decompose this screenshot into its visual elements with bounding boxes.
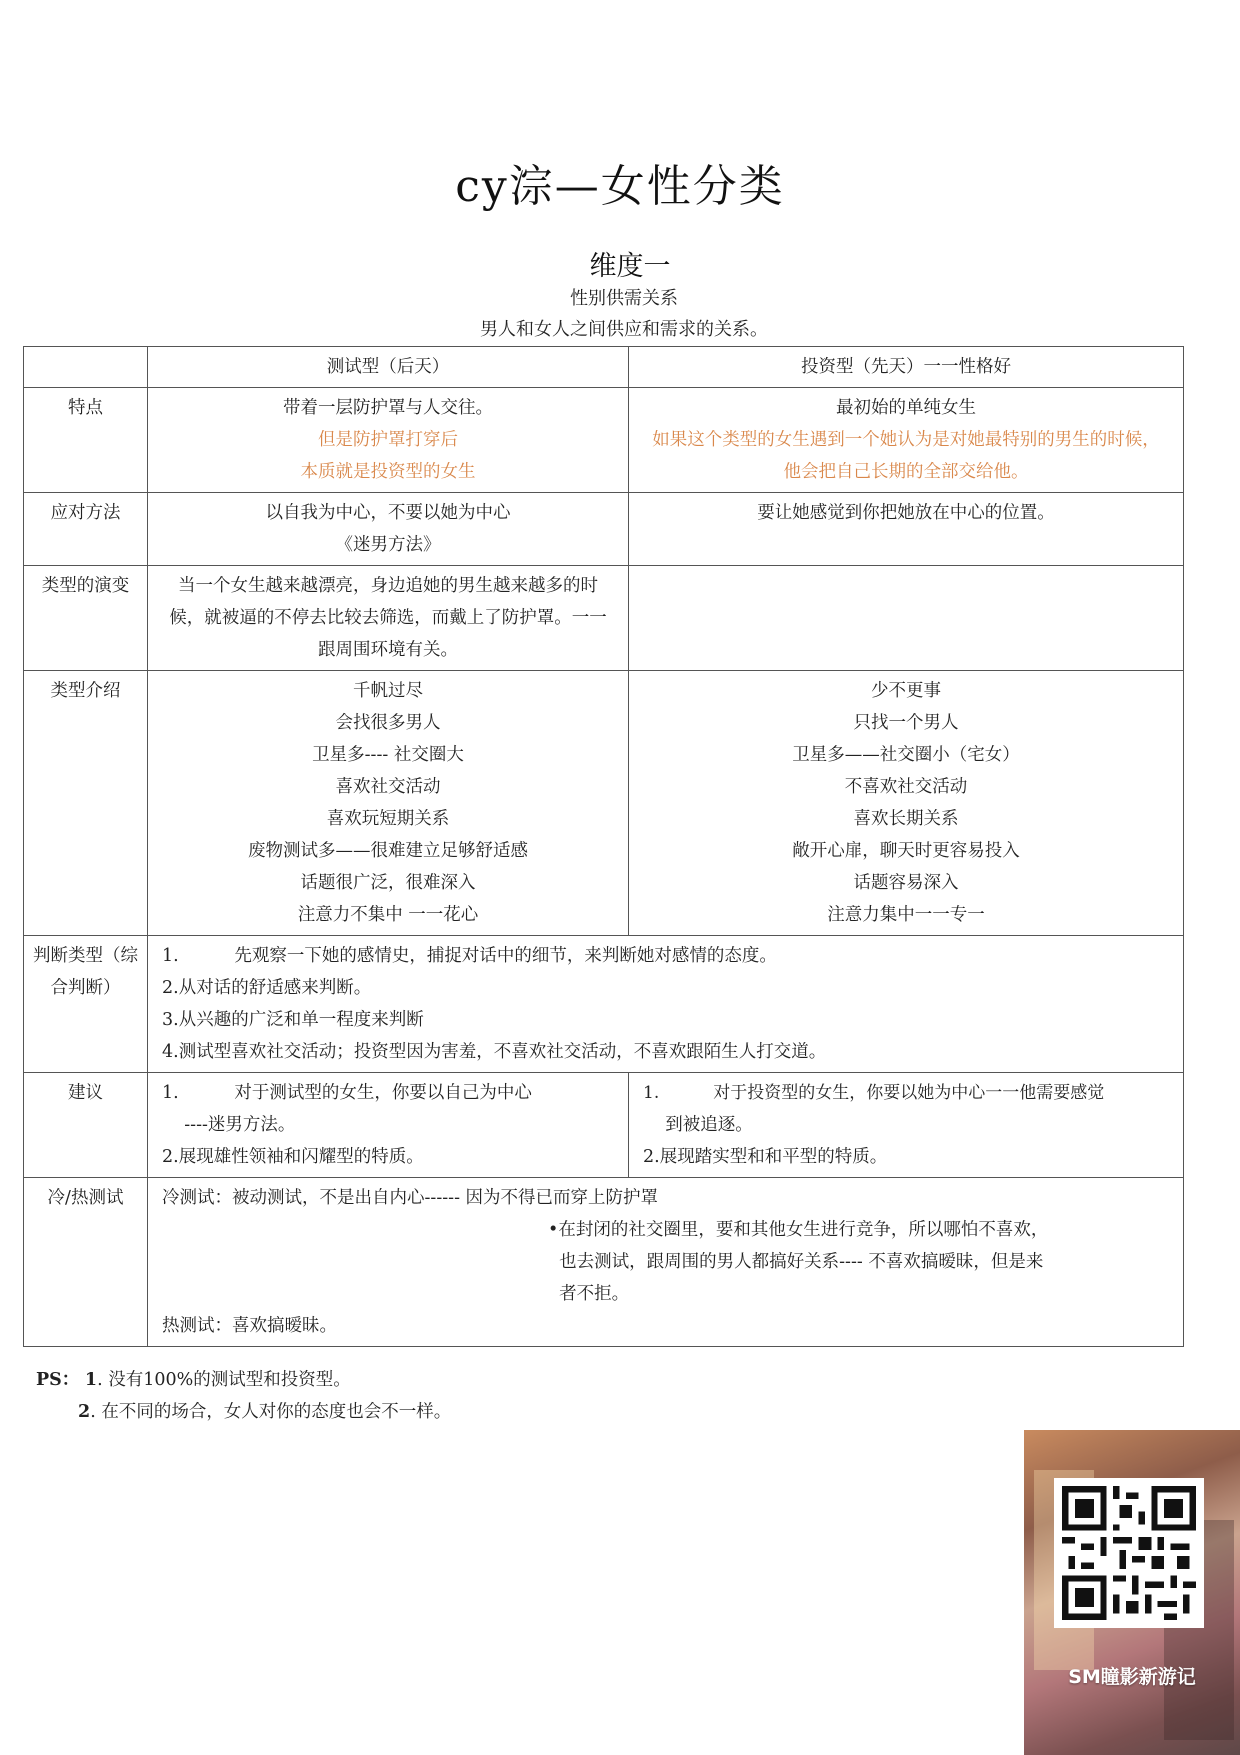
row-intro	[24, 671, 1184, 936]
advice-test	[148, 1073, 629, 1178]
ps-number: 2	[78, 1402, 91, 1422]
cold-test-note: 者不拒。	[548, 1284, 630, 1304]
advice-test-line: ----迷男方法。	[162, 1115, 296, 1135]
method-invest	[629, 493, 1184, 566]
method-test-line: 《迷男方法》	[335, 535, 441, 555]
judge-item: 1. 先观察一下她的感情史，捕捉对话中的细节，来判断她对感情的态度。	[162, 946, 777, 966]
ps-row-1	[36, 1364, 451, 1396]
features-test-highlight: 但是防护罩打穿后	[318, 430, 458, 450]
header-invest-type: 投资型（先天）一一性格好	[629, 347, 1184, 388]
evolution-test: 当一个女生越来越漂亮，身边追她的男生越来越多的时候，就被逼的不停去比较去筛选，而戴上了防护罩。一一跟周围环境有关。	[148, 566, 629, 671]
advice-test-line: 1. 对于测试型的女生，你要以自己为中心	[162, 1083, 532, 1103]
features-test	[148, 388, 629, 493]
intro-invest-line: 只找一个男人	[853, 713, 959, 733]
intro-invest-line: 卫星多——社交圈小（宅女）	[792, 745, 1020, 765]
label-features: 特点	[24, 388, 148, 493]
row-method	[24, 493, 1184, 566]
row-judge	[24, 936, 1184, 1073]
method-test	[148, 493, 629, 566]
label-judge: 判断类型（综合判断）	[24, 936, 148, 1073]
row-evolution	[24, 566, 1184, 671]
intro-test-line: 卫星多---- 社交圈大	[312, 745, 464, 765]
intro-test	[148, 671, 629, 936]
judge-item: 4.测试型喜欢社交活动；投资型因为害羞，不喜欢社交活动，不喜欢跟陌生人打交道。	[162, 1042, 827, 1062]
ps-row-2	[36, 1396, 451, 1428]
method-test-line: 以自我为中心，不要以她为中心	[265, 503, 511, 523]
label-advice: 建议	[24, 1073, 148, 1178]
ps-number: 1	[84, 1370, 98, 1390]
advice-invest-line: 到被追逐。	[643, 1115, 753, 1135]
header-empty-cell	[24, 347, 148, 388]
advice-invest-line: 1. 对于投资型的女生，你要以她为中心一一他需要感觉	[643, 1083, 1105, 1103]
intro-invest-line: 敞开心扉，聊天时更容易投入	[792, 841, 1020, 861]
section-topic: 性别供需关系	[570, 288, 678, 309]
intro-test-line: 千帆过尽	[353, 681, 423, 701]
label-coldhot: 冷/热测试	[24, 1178, 148, 1347]
intro-test-line: 喜欢社交活动	[335, 777, 441, 797]
section-description: 男人和女人之间供应和需求的关系。	[480, 319, 768, 340]
cold-test-note: 也去测试，跟周围的男人都搞好关系---- 不喜欢搞暧昧，但是来	[548, 1252, 1044, 1272]
row-features	[24, 388, 1184, 493]
ps-text: . 没有100%的测试型和投资型。	[97, 1370, 351, 1390]
intro-invest	[629, 671, 1184, 936]
features-test-highlight: 本质就是投资型的女生	[300, 462, 476, 482]
document-title: cy淙—女性分类	[455, 161, 785, 212]
features-test-line: 带着一层防护罩与人交往。	[283, 398, 493, 418]
advice-invest	[629, 1073, 1184, 1178]
intro-test-line: 会找很多男人	[335, 713, 441, 733]
label-intro: 类型介绍	[24, 671, 148, 936]
header-row	[24, 347, 1184, 388]
features-invest-highlight: 如果这个类型的女生遇到一个她认为是对她最特别的男生的时候，他会把自己长期的全部交给他。	[652, 430, 1160, 482]
intro-test-line: 喜欢玩短期关系	[326, 809, 450, 829]
header-test-type: 测试型（后天）	[148, 347, 629, 388]
judge-items	[148, 936, 1184, 1073]
advice-invest-line: 2.展现踏实型和和平型的特质。	[643, 1147, 888, 1167]
row-coldhot	[24, 1178, 1184, 1347]
judge-item: 2.从对话的舒适感来判断。	[162, 978, 372, 998]
intro-invest-line: 不喜欢社交活动	[844, 777, 968, 797]
cold-test-note: •在封闭的社交圈里，要和其他女生进行竞争，所以哪怕不喜欢，	[548, 1220, 1049, 1240]
intro-test-line: 废物测试多——很难建立足够舒适感	[248, 841, 528, 861]
watermark-text: SM瞳影新游记	[1068, 1666, 1196, 1688]
intro-invest-line: 喜欢长期关系	[853, 809, 959, 829]
intro-invest-line: 注意力集中一一专一	[827, 905, 985, 925]
features-invest	[629, 388, 1184, 493]
coldhot-content	[148, 1178, 1184, 1347]
intro-invest-line: 话题容易深入	[853, 873, 959, 893]
hot-test-text: 热测试：喜欢搞暧昧。	[162, 1316, 337, 1336]
method-invest-line: 要让她感觉到你把她放在中心的位置。	[757, 503, 1055, 523]
features-invest-line: 最初始的单纯女生	[836, 398, 976, 418]
advice-test-line: 2.展现雄性领袖和闪耀型的特质。	[162, 1147, 424, 1167]
intro-test-line: 话题很广泛，很难深入	[300, 873, 476, 893]
label-evolution: 类型的演变	[24, 566, 148, 671]
cold-test-text: 冷测试：被动测试，不是出自内心------ 因为不得已而穿上防护罩	[162, 1188, 659, 1208]
ps-label: PS：	[36, 1370, 80, 1390]
row-advice	[24, 1073, 1184, 1178]
section-subtitle: 维度一	[589, 251, 671, 282]
intro-invest-line: 少不更事	[871, 681, 941, 701]
qr-code-icon	[1054, 1478, 1204, 1628]
classification-table	[23, 346, 1184, 1347]
label-method: 应对方法	[24, 493, 148, 566]
evolution-invest	[629, 566, 1184, 671]
ps-notes	[36, 1364, 451, 1428]
watermark-qr-banner	[1024, 1430, 1240, 1755]
intro-test-line: 注意力不集中 一一花心	[297, 905, 479, 925]
ps-text: . 在不同的场合，女人对你的态度也会不一样。	[90, 1402, 452, 1422]
judge-item: 3.从兴趣的广泛和单一程度来判断	[162, 1010, 424, 1030]
